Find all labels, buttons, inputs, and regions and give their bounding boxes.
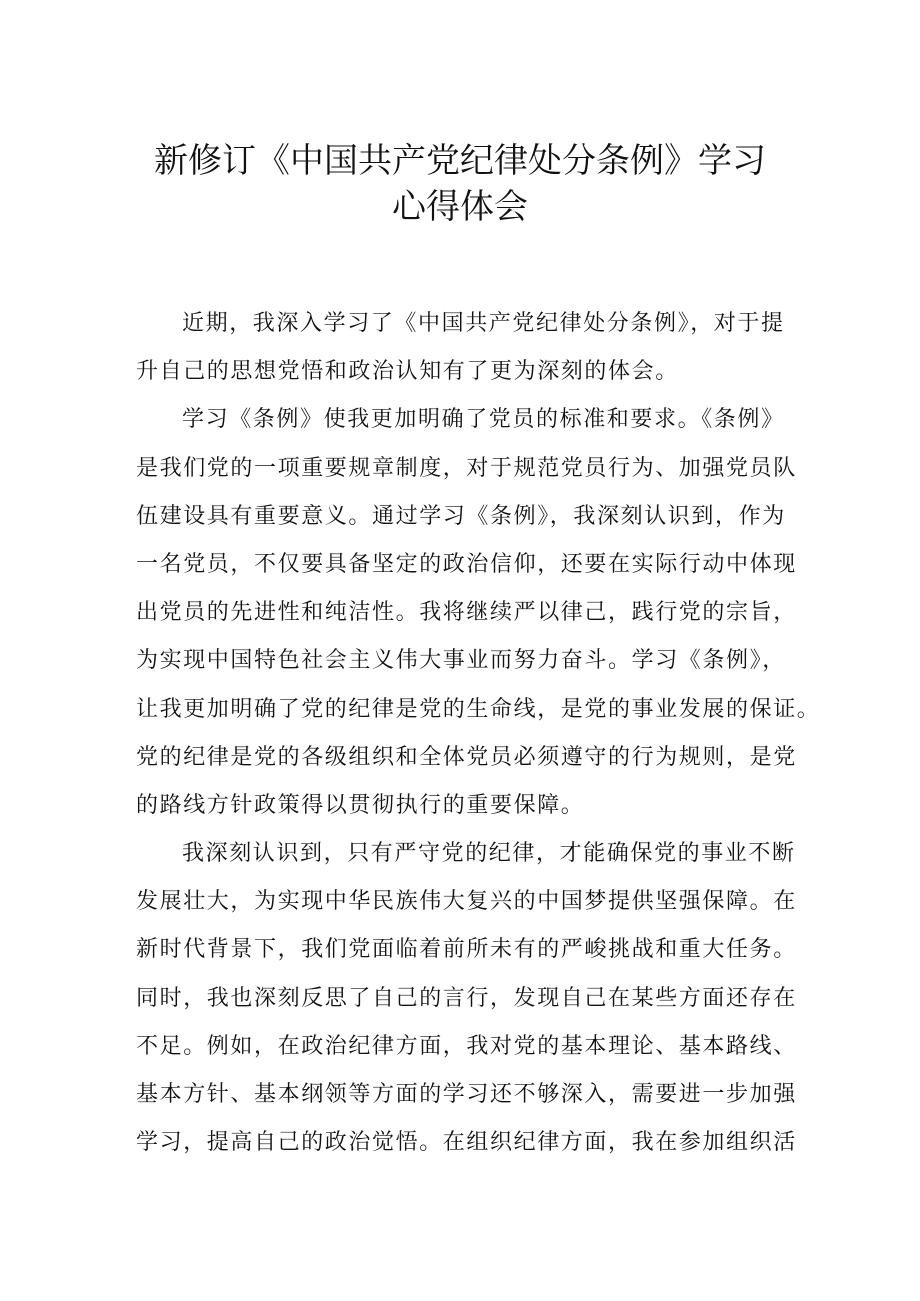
- paragraph-3-line-2: 发展壮大，为实现中华民族伟大复兴的中国梦提供坚强保障。在: [136, 889, 797, 915]
- paragraph-3-line-3: 新时代背景下，我们党面临着前所未有的严峻挑战和重大任务。: [136, 937, 797, 963]
- paragraph-2-line-4: 一名党员，不仅要具备坚定的政治信仰，还要在实际行动中体现: [136, 551, 797, 577]
- paragraph-2-line-5: 出党员的先进性和纯洁性。我将继续严以律己，践行党的宗旨，: [136, 600, 797, 626]
- title-line-1: 新修订《中国共产党纪律处分条例》学习: [154, 141, 766, 181]
- paragraph-1-line-2: 升自己的思想党悟和政治认知有了更为深刻的体会。: [136, 359, 679, 385]
- paragraph-2-line-9: 的路线方针政策得以贯彻执行的重要保障。: [136, 792, 585, 818]
- document-body: [136, 300, 821, 1167]
- paragraph-2-line-6: 为实现中国特色社会主义伟大事业而努力奋斗。学习《条例》，: [136, 648, 786, 674]
- paragraph-1-line-1: 近期，我深入学习了《中国共产党纪律处分条例》，对于提: [182, 311, 785, 336]
- paragraph-2-line-8: 党的纪律是党的各级组织和全体党员必须遵守的行为规则，是党: [136, 744, 797, 770]
- paragraph-3-line-5: 不足。例如，在政治纪律方面，我对党的基本理论、基本路线、: [136, 1033, 797, 1059]
- paragraph-2-line-1: 学习《条例》使我更加明确了党员的标准和要求。《条例》: [182, 407, 785, 433]
- paragraph-3-line-7: 学习，提高自己的政治觉悟。在组织纪律方面，我在参加组织活: [136, 1130, 797, 1156]
- paragraph-2-line-3: 伍建设具有重要意义。通过学习《条例》，我深刻认识到，作为: [136, 503, 786, 529]
- paragraph-3-line-1: 我深刻认识到，只有严守党的纪律，才能确保党的事业不断: [182, 841, 796, 867]
- paragraph-2-line-2: 是我们党的一项重要规章制度，对于规范党员行为、加强党员队: [136, 455, 797, 481]
- document-title: [0, 138, 920, 230]
- paragraph-3-line-6: 基本方针、基本纲领等方面的学习还不够深入，需要进一步加强: [136, 1082, 797, 1107]
- paragraph-3-line-4: 同时，我也深刻反思了自己的言行，发现自己在某些方面还存在: [136, 985, 797, 1011]
- title-line-2: 心得体会: [392, 187, 528, 227]
- paragraph-2-line-7: 让我更加明确了党的纪律是党的生命线，是党的事业发展的保证。: [136, 696, 821, 722]
